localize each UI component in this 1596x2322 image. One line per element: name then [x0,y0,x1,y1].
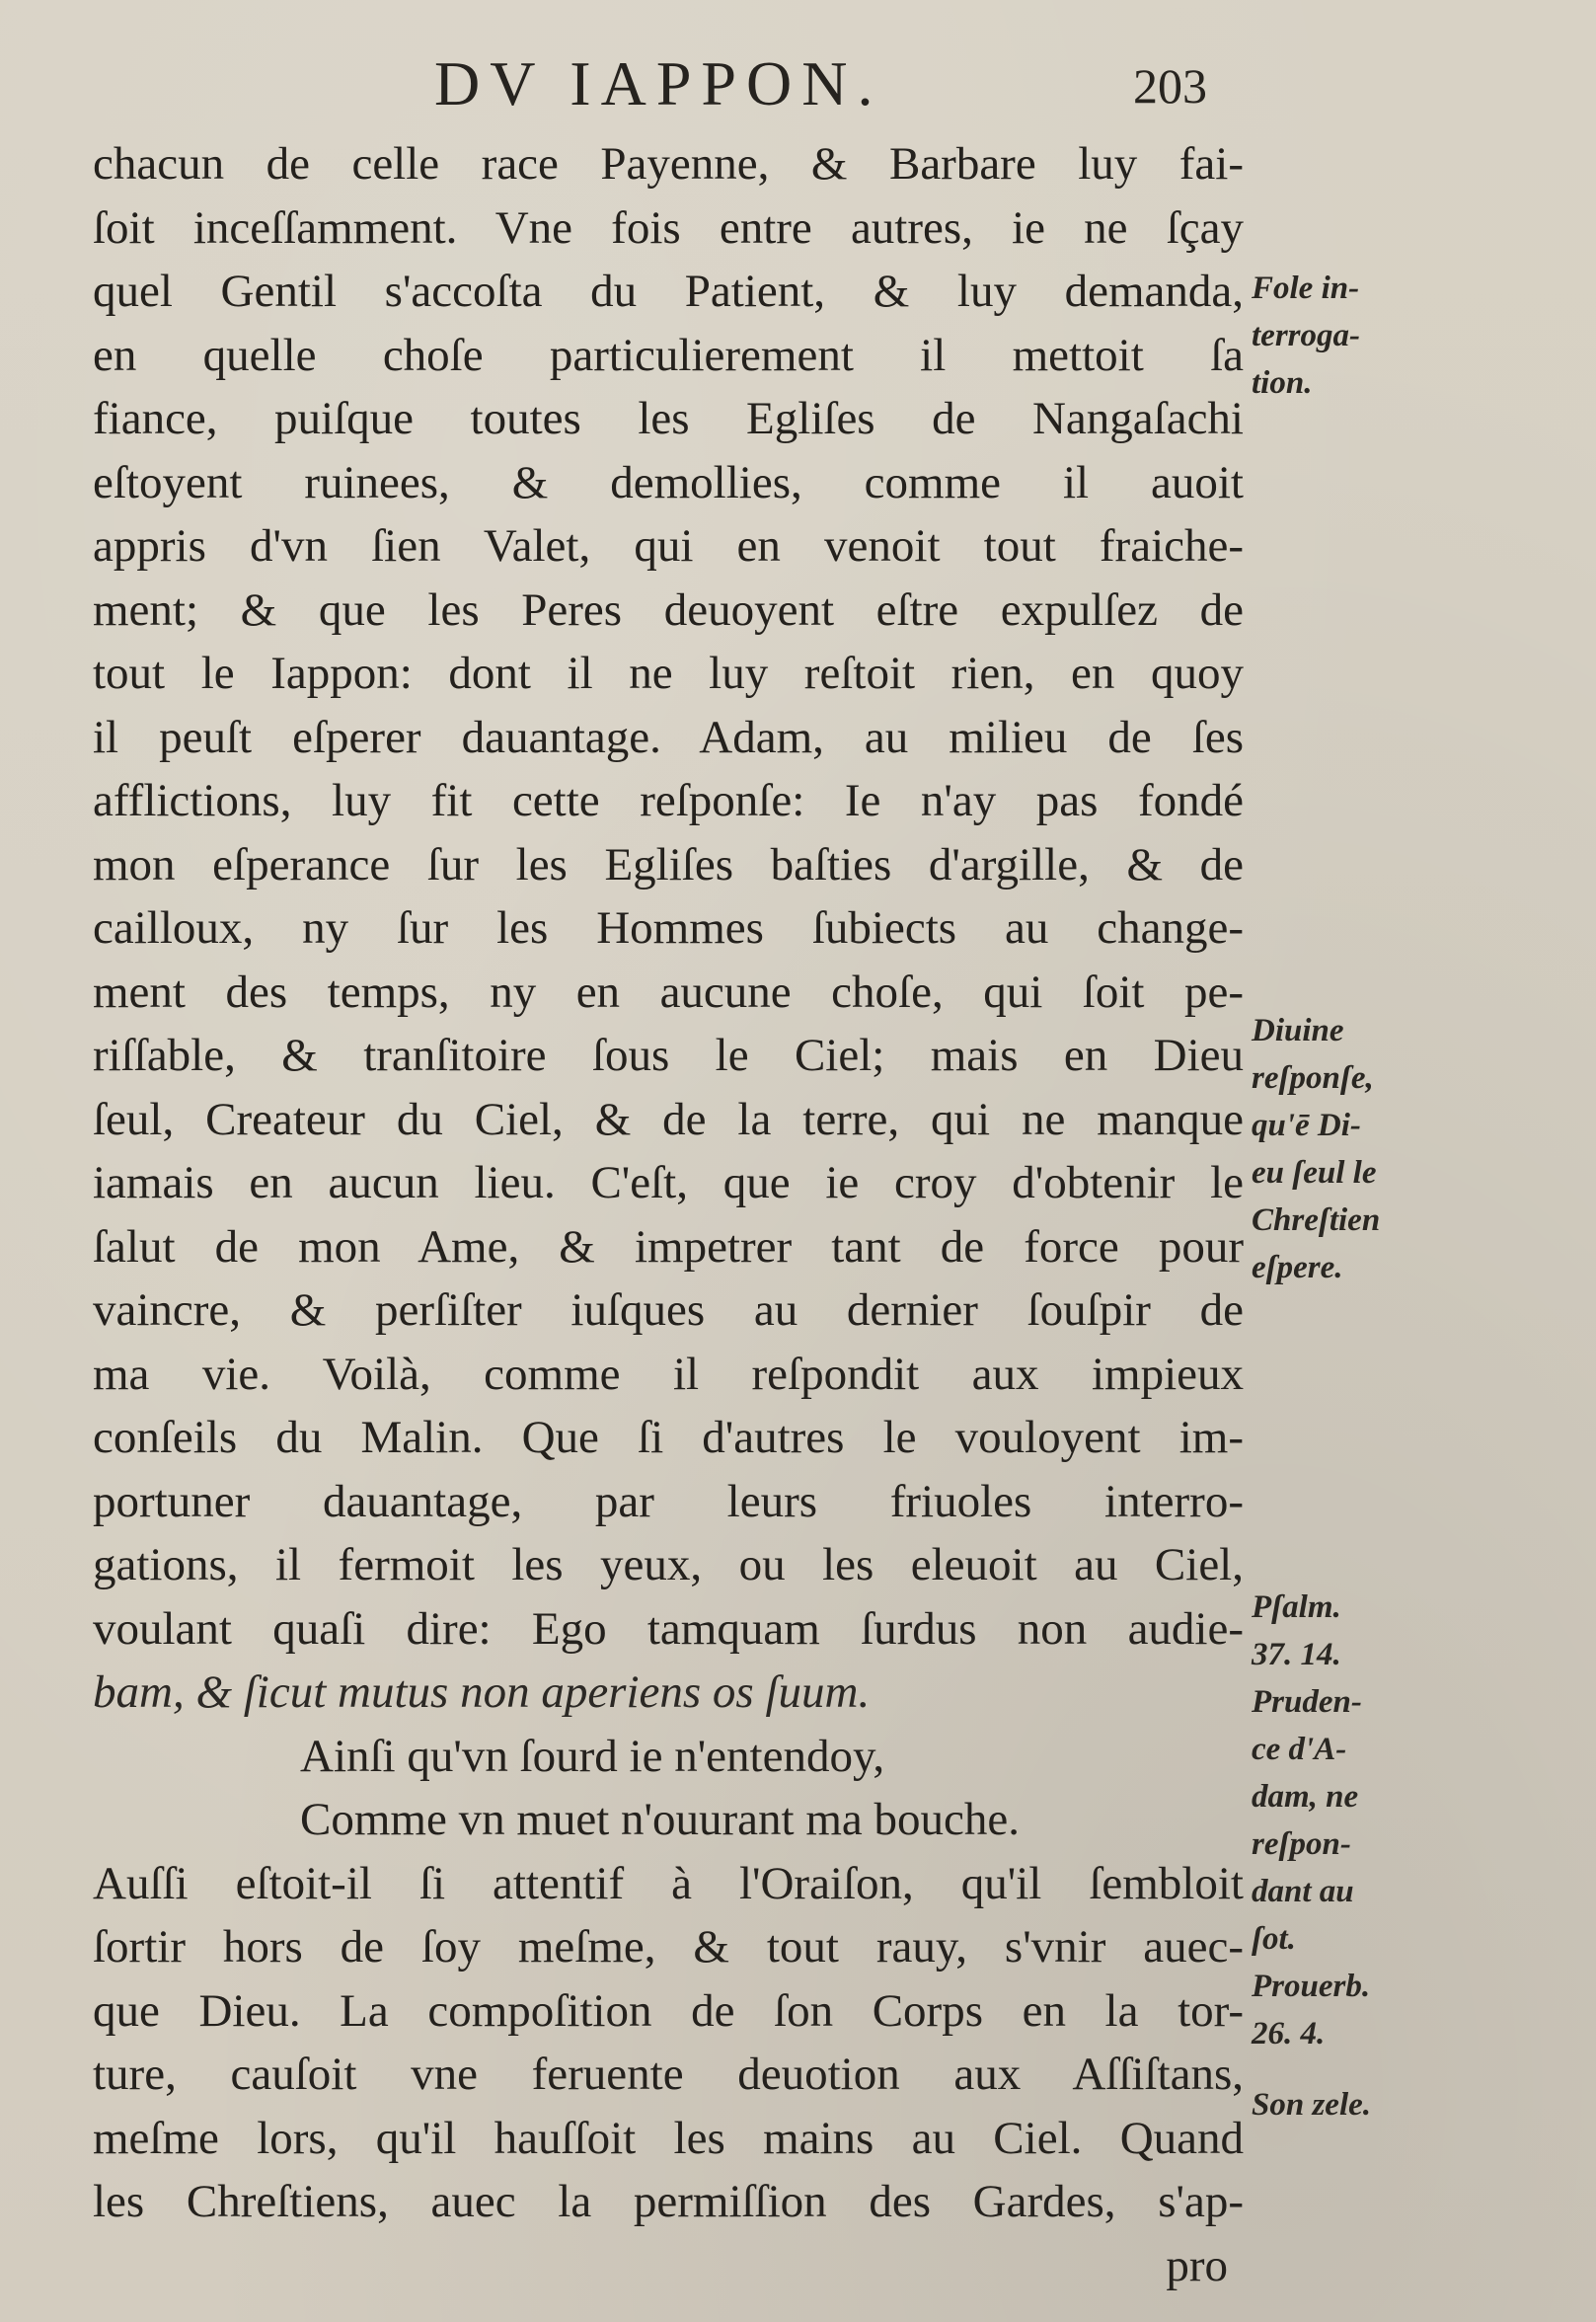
text-line: ment; & que les Peres deuoyent eſtre expulſez de [93,583,1244,636]
latin-quote-line: bam, & ſicut mutus non aperiens os ſuum. [93,1666,871,1718]
margin-note-line: dant au [1252,1874,1354,1909]
text-line: fiance, puiſque toutes les Egliſes de Nangaſachi [93,393,1244,444]
text-line: ſoit inceſſamment. Vne fois entre autres, ie ne ſçay [93,201,1244,254]
margin-note-line: tion. [1252,365,1313,401]
margin-note-line: Pruden- [1252,1684,1362,1720]
margin-note [1252,265,1360,407]
text-line: cailloux, ny ſur les Hommes ſubiects au change- [93,902,1244,954]
page-number: 203 [1133,58,1207,114]
text-line: appris d'vn ſien Valet, qui en venoit tout fraiche- [93,520,1244,572]
margin-note-line: Prouerb. [1252,1969,1371,2004]
margin-note-line: 26. 4. [1252,2016,1326,2051]
verse-line: Ainſi qu'vn ſourd ie n'entendoy, [300,1730,885,1782]
text-line: que Dieu. La compoſition de ſon Corps en la tor- [93,1984,1244,2037]
text-line: ſortir hors de ſoy meſme, & tout rauy, s'vnir auec- [93,1921,1244,1973]
margin-note-line: eſpere. [1252,1250,1343,1285]
text-line: afflictions, luy fit cette reſponſe: Ie n'ay pas fondé [93,775,1244,826]
text-line: voulant quaſi dire: Ego tamquam ſurdus non audie- [93,1602,1244,1655]
text-line: il peuſt eſperer dauantage. Adam, au milieu de ſes [93,711,1244,763]
text-line: portuner dauantage, par leurs friuoles interro- [93,1475,1244,1527]
margin-note-line: Diuine [1252,1013,1344,1048]
margin-note-line: terroga- [1252,318,1360,353]
text-line: conſeils du Malin. Que ſi d'autres le vouloyent im- [93,1412,1244,1463]
margin-note [1252,1963,1370,2057]
margin-notes [1252,0,1548,2322]
text-line: en quelle choſe particulierement il mettoit ſa [93,329,1244,381]
margin-note-line: Fole in- [1252,271,1360,306]
margin-note-line: Son zele. [1252,2087,1372,2123]
main-text [93,132,1244,2297]
text-line: chacun de celle race Payenne, & Barbare luy fai- [93,138,1244,190]
text-line: quel Gentil s'accoſta du Patient, & luy demanda, [93,266,1244,317]
text-line: meſme lors, qu'il hauſſoit les mains au Ciel. Quand [93,2112,1244,2164]
text-line: gations, il fermoit les yeux, ou les eleuoit au Ciel, [93,1539,1244,1590]
margin-note-line: ce d'A- [1252,1732,1347,1767]
running-head: DV IAPPON. [434,48,883,118]
margin-note-line: ſot. [1252,1921,1296,1957]
text-line: Auſſi eſtoit-il ſi attentif à l'Oraiſon, qu'il ſembloit [93,1857,1244,1909]
text-line: ture, cauſoit vne feruente deuotion aux Aſſiſtans, [93,2049,1244,2100]
verse-line: Comme vn muet n'ouurant ma bouche. [300,1794,1020,1845]
catchword: pro [1166,2239,1228,2291]
text-line: mon eſperance ſur les Egliſes baſties d'argille, & de [93,838,1244,890]
text-line: ſalut de mon Ame, & impetrer tant de force pour [93,1220,1244,1273]
text-line: ſeul, Createur du Ciel, & de la terre, qui ne manque [93,1093,1244,1145]
margin-note-line: reſponſe, [1252,1060,1374,1096]
margin-note [1252,1007,1380,1291]
margin-note [1252,1678,1362,1963]
margin-note-line: Pſalm. [1252,1589,1341,1625]
text-line: ment des temps, ny en aucune choſe, qui ſoit pe- [93,966,1244,1018]
margin-note-line: qu'ē Di- [1252,1108,1361,1143]
margin-note-line: 37. 14. [1252,1637,1341,1672]
margin-note [1252,2081,1371,2128]
text-line: eſtoyent ruinees, & demollies, comme il auoit [93,456,1244,508]
margin-note [1252,1584,1341,1678]
text-line: vaincre, & perſiſter iuſques au dernier ſouſpir de [93,1284,1244,1336]
text-line: riſſable, & tranſitoire ſous le Ciel; mais en Dieu [93,1030,1244,1081]
text-line: iamais en aucun lieu. C'eſt, que ie croy d'obtenir le [93,1157,1244,1208]
margin-note-line: Chreſtien [1252,1202,1381,1238]
text-line: les Chreſtiens, auec la permiſſion des Gardes, s'ap- [93,2176,1244,2227]
text-line: ma vie. Voilà, comme il reſpondit aux impieux [93,1348,1244,1400]
margin-note-line: dam, ne [1252,1779,1359,1815]
text-line: tout le Iappon: dont il ne luy reſtoit rien, en quoy [93,648,1244,699]
margin-note-line: reſpon- [1252,1826,1351,1862]
margin-note-line: eu ſeul le [1252,1155,1377,1191]
